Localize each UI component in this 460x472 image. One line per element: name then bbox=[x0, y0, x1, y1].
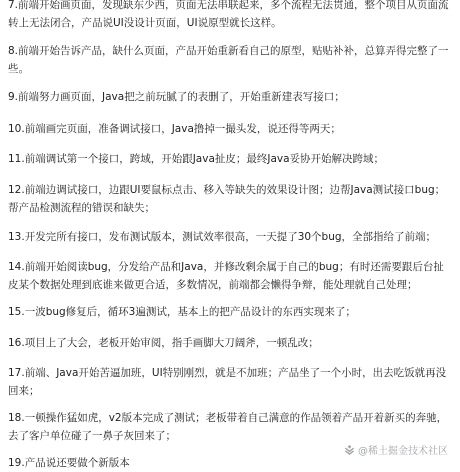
paragraph-11: 11.前端调试第一个接口，跨域，开始跟Java扯皮；最终Java妥协开始解决跨域； bbox=[8, 153, 385, 165]
paragraph-13: 13.开发完所有接口，发布测试版本，测试效率很高，一天提了30个bug，全部指给了前端； bbox=[8, 231, 437, 243]
paragraph-9: 9.前端努力画页面，Java把之前玩腻了的表删了，开始重新建表写接口； bbox=[8, 91, 345, 103]
paragraph-16: 16.项目上了大会，老板开始审阅，指手画脚大刀阔斧，一顿乱改； bbox=[8, 337, 319, 349]
paragraph-19: 19.产品说还要做个新版本 bbox=[8, 457, 130, 469]
paragraph-12: 12.前端边调试接口，边跟UI要鼠标点击、移入等缺失的效果设计图；边帮Java测试接口bug；帮产品检测流程的错误和缺失； bbox=[8, 184, 446, 214]
paragraph-18: 18.一顿操作猛如虎，v2版本完成了测试；老板带着自己满意的作品领着产品开着新买的奔驰，去了客户单位碰了一鼻子灰回来了； bbox=[8, 412, 448, 442]
watermark-text: @稀土掘金技术社区 bbox=[358, 446, 448, 457]
watermark bbox=[342, 442, 450, 457]
paragraph-8: 8.前端开始告诉产品，缺什么页面，产品开始重新看自己的原型，贴贴补补，总算弄得完整了一些。 bbox=[8, 45, 449, 75]
paragraph-14: 14.前端开始阅读bug，分发给产品和Java，并修改剩余属于自己的bug；有时还需要跟后台扯皮某个数据处理到底谁来做更合适，多数情况，前端都会懒得争辩，能处理就自己处理； bbox=[8, 261, 444, 291]
paragraph-15: 15.一波bug修复后，循环3遍测试，基本上的把产品设计的东西实现来了； bbox=[8, 306, 356, 318]
paragraph-10: 10.前端画完页面，准备调试接口，Java撸掉一撮头发，说还得等两天； bbox=[8, 123, 341, 135]
juejin-logo-icon bbox=[344, 444, 355, 455]
paragraph-7: 7.前端开始画页面，发现缺东少西，页面无法串联起来，多个流程无法贯通，整个项目从页面流转上无法闭合，产品说UI没设计页面，UI说原型就长这样。 bbox=[8, 0, 449, 29]
paragraph-17: 17.前端、Java开始苦逼加班，UI特别刚烈，就是不加班；产品坐了一个小时，出去吃饭就再没回来； bbox=[8, 367, 447, 397]
